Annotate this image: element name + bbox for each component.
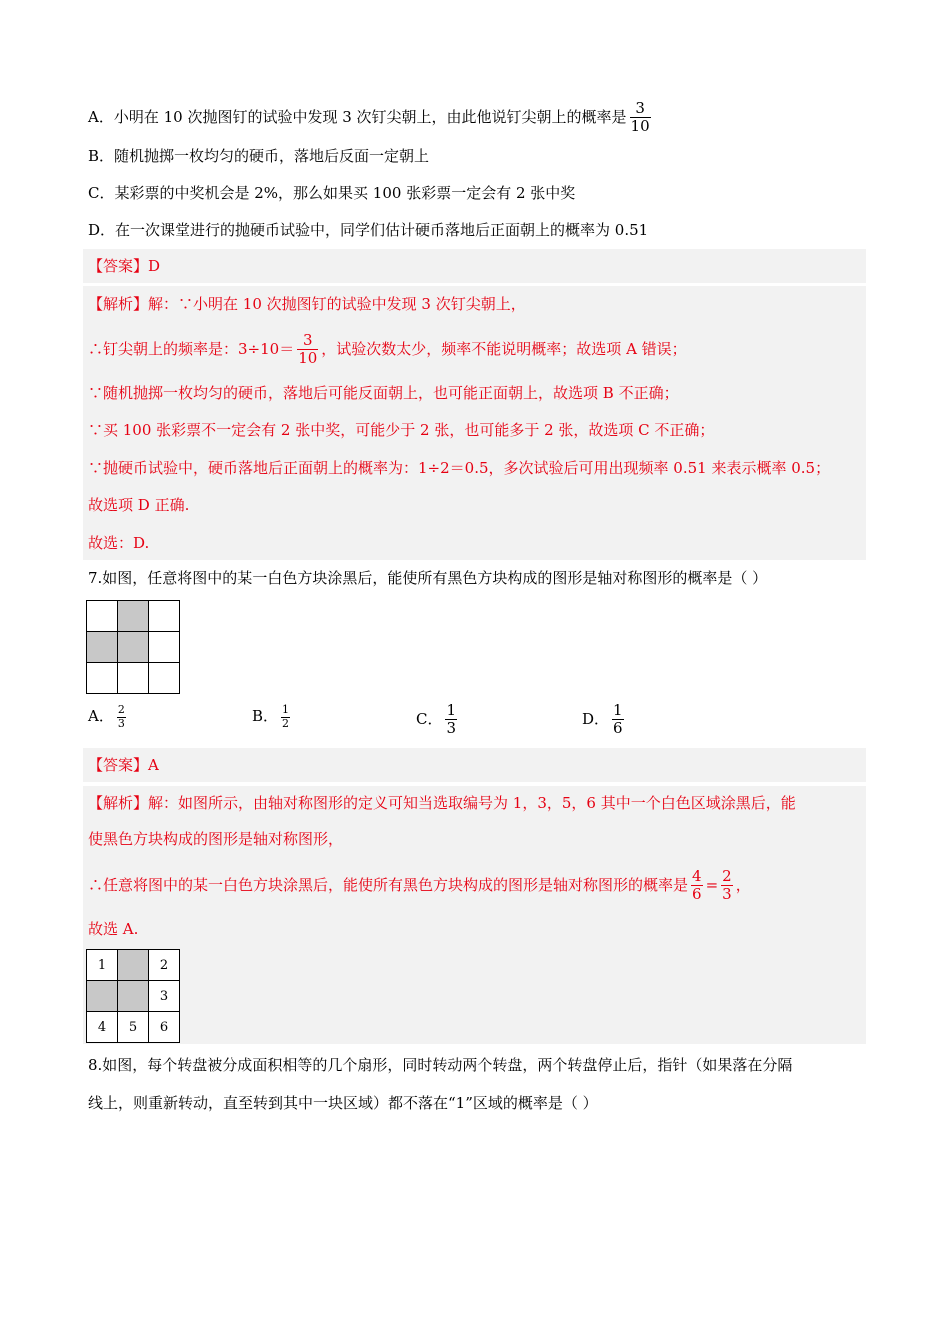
grid-cell-shaded bbox=[118, 632, 149, 663]
q7-stem: 7.如图，任意将图中的某一白色方块涂黑后，能使所有黑色方块构成的图形是轴对称图形的概率是（ ） bbox=[88, 569, 768, 587]
q6-analysis-line-1: 【解析】解：∵小明在 10 次抛图钉的试验中发现 3 次钉尖朝上， bbox=[88, 295, 526, 313]
grid-cell-shaded bbox=[118, 601, 149, 632]
q6-option-d: D．在一次课堂进行的抛硬币试验中，同学们估计硬币落地后正面朝上的概率为 0.51 bbox=[88, 221, 649, 239]
grid-cell-shaded bbox=[87, 632, 118, 663]
fraction: $\frac{1}{2}$ bbox=[282, 703, 290, 730]
q7-option-d: D． $\frac{1}{6}$ bbox=[582, 701, 623, 738]
grid-cell-shaded bbox=[118, 981, 149, 1012]
grid-cell: 6 bbox=[149, 1012, 180, 1043]
q6-answer: 【答案】D bbox=[88, 257, 161, 275]
q8-stem-line-1: 8.如图，每个转盘被分成面积相等的几个扇形，同时转动两个转盘，两个转盘停止后，指针（如果落在分隔 bbox=[88, 1056, 793, 1074]
q7-numbered-grid bbox=[86, 949, 180, 1043]
q6-analysis-line-2: ∴钉尖朝上的频率是：3÷10＝ $\frac{3}{10}$ ，试验次数太少，频率不能说明概率；故选项 A 错误； bbox=[88, 331, 687, 368]
q6-analysis-line-5: ∵抛硬币试验中，硬币落地后正面朝上的概率为：1÷2＝0.5，多次试验后可用出现频率 0.51 来表示概率 0.5； bbox=[88, 459, 831, 477]
q7-option-a: A． $\frac{2}{3}$ bbox=[88, 703, 125, 730]
q7-option-c: C． $\frac{1}{3}$ bbox=[416, 701, 457, 738]
q6-answer-box bbox=[83, 249, 866, 283]
q7-option-b: B． $\frac{1}{2}$ bbox=[252, 703, 290, 730]
q6-option-a: A．小明在 10 次抛图钉的试验中发现 3 次钉尖朝上，由此他说钉尖朝上的概率是 $\frac{3}{10}$ bbox=[88, 99, 650, 136]
grid-cell: 4 bbox=[87, 1012, 118, 1043]
q7-figure-grid bbox=[86, 600, 180, 694]
q6-analysis-line-7: 故选：D. bbox=[88, 534, 150, 552]
fraction: $\frac{3}{10}$ bbox=[630, 99, 650, 136]
q7-analysis-box bbox=[83, 786, 866, 1044]
fraction: $\frac{4}{6}$ bbox=[692, 867, 702, 904]
q6-analysis-line-6: 故选项 D 正确. bbox=[88, 496, 190, 514]
grid-cell: 2 bbox=[149, 950, 180, 981]
grid-cell: 3 bbox=[149, 981, 180, 1012]
q6-option-b: B．随机抛掷一枚均匀的硬币，落地后反面一定朝上 bbox=[88, 147, 430, 165]
q6-option-c: C．某彩票的中奖机会是 2%，那么如果买 100 张彩票一定会有 2 张中奖 bbox=[88, 184, 576, 202]
q7-analysis-line-2: 使黑色方块构成的图形是轴对称图形， bbox=[88, 830, 344, 848]
grid-cell bbox=[118, 663, 149, 694]
q6-analysis-line-4: ∵买 100 张彩票不一定会有 2 张中奖，可能少于 2 张，也可能多于 2 张，故选项 C 不正确； bbox=[88, 421, 715, 439]
grid-cell bbox=[149, 663, 180, 694]
grid-cell bbox=[87, 663, 118, 694]
fraction: $\frac{2}{3}$ bbox=[722, 867, 732, 904]
grid-cell bbox=[149, 601, 180, 632]
q7-answer: 【答案】A bbox=[88, 756, 159, 774]
grid-cell bbox=[87, 601, 118, 632]
grid-cell-shaded bbox=[118, 950, 149, 981]
grid-cell: 1 bbox=[87, 950, 118, 981]
q7-answer-box bbox=[83, 748, 866, 782]
q7-analysis-line-4: 故选 A. bbox=[88, 920, 139, 938]
grid-cell: 5 bbox=[118, 1012, 149, 1043]
grid-cell bbox=[149, 632, 180, 663]
grid-cell-shaded bbox=[87, 981, 118, 1012]
fraction: $\frac{3}{10}$ bbox=[298, 331, 318, 368]
fraction: $\frac{1}{6}$ bbox=[613, 701, 623, 738]
q6-analysis-line-3: ∵随机抛掷一枚均匀的硬币，落地后可能反面朝上，也可能正面朝上，故选项 B 不正确； bbox=[88, 384, 679, 402]
q8-stem-line-2: 线上，则重新转动，直至转到其中一块区域）都不落在“1”区域的概率是（ ） bbox=[88, 1094, 598, 1112]
fraction: $\frac{1}{3}$ bbox=[446, 701, 457, 738]
fraction: $\frac{2}{3}$ bbox=[117, 703, 125, 730]
q7-analysis-line-1: 【解析】解：如图所示，由轴对称图形的定义可知当选取编号为 1，3，5，6 其中一个白色区域涂黑后，能 bbox=[88, 794, 796, 812]
q7-analysis-line-3: ∴任意将图中的某一白色方块涂黑后，能使所有黑色方块构成的图形是轴对称图形的概率是 $\frac{4}{6}$ = $\frac{2}{3}$ ， bbox=[88, 867, 751, 904]
